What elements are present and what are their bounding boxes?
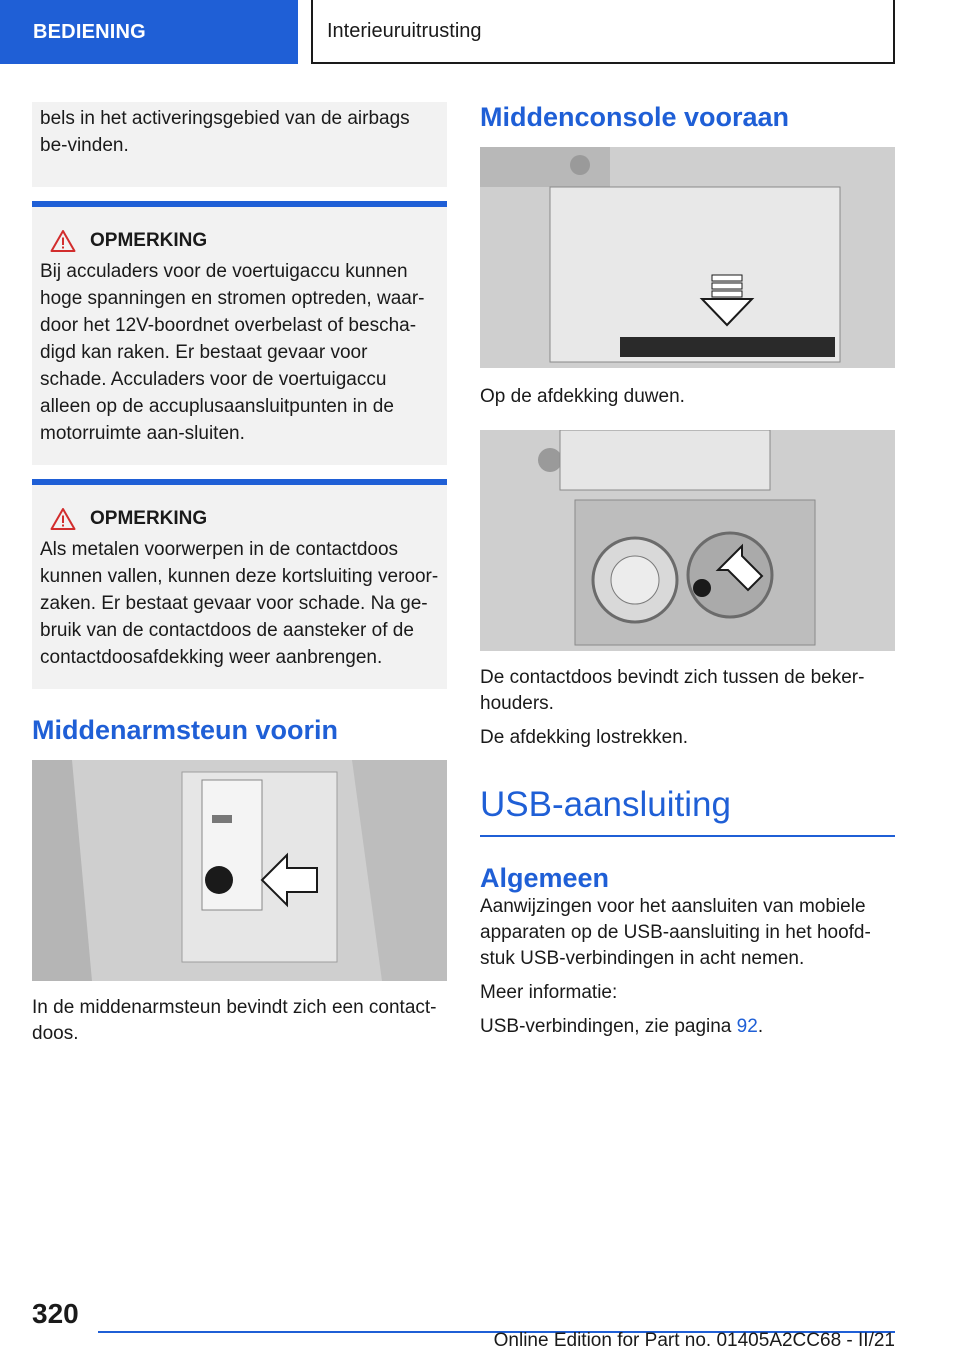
section-title-usb: USB-aansluiting <box>480 785 895 837</box>
caption-pull-cover: De afdekking lostrekken. <box>480 727 689 748</box>
header-section-tab <box>0 0 298 64</box>
footer-edition: Online Edition for Part no. 01405A2CC68 - II/21 <box>493 1330 895 1351</box>
notice-title-2 <box>40 505 439 532</box>
notice-text-2: Als metalen voorwerpen in de contactdoos kunnen vallen, kunnen deze kortsluiting veroor-zaken. Er bestaat gevaar voor schade. Na ge-bruik van de contactdoos de aansteker of de contactdoosafdekking weer aanbrengen. <box>40 539 439 668</box>
header-section-label: BEDIENING <box>33 20 146 43</box>
header-chapter-label: Interieuruitrusting <box>327 19 482 42</box>
right-column <box>480 102 895 1040</box>
subsection-title-general: Algemeen <box>480 863 610 893</box>
notice-box-1 <box>32 201 447 465</box>
console-cover-photo <box>480 147 895 368</box>
caption-socket-location: De contactdoos bevindt zich tussen de beker-houders. <box>480 667 865 714</box>
notice-title-text-2: OPMERKING <box>90 508 208 529</box>
left-column <box>32 102 447 1047</box>
usb-instructions: Aanwijzingen voor het aansluiten van mobiele apparaten op de USB-aansluiting in het hoofd-stuk USB-verbindingen in acht nemen. <box>480 896 871 969</box>
notice-box-2 <box>32 479 447 689</box>
usb-reference <box>480 1014 895 1040</box>
caption-armrest: In de middenarmsteun bevindt zich een contact-doos. <box>32 997 437 1044</box>
usb-reference-suffix: . <box>757 1016 764 1037</box>
usb-reference-text: USB-verbindingen, zie pagina <box>480 1016 737 1037</box>
more-info-label: Meer informatie: <box>480 982 618 1003</box>
console-socket-photo <box>480 430 895 651</box>
warning-triangle-icon <box>50 507 76 531</box>
section-title-console: Middenconsole vooraan <box>480 102 790 132</box>
continued-text-box <box>32 102 447 187</box>
notice-text-1: Bij acculaders voor de voertuigaccu kunnen hoge spanningen en stromen optreden, waar-door het 12V-boordnet overbelast of bescha-digd kan raken. Er bestaat gevaar voor schade. Acculaders voor de voertuigaccu alleen op de accuplusaansluitpunten in de motorruimte aan-sluiten. <box>40 261 425 444</box>
page-92-link[interactable]: 92 <box>736 1016 758 1037</box>
notice-title-text-1: OPMERKING <box>90 230 208 251</box>
notice-title-1 <box>40 227 439 254</box>
caption-push-cover: Op de afdekking duwen. <box>480 386 685 407</box>
armrest-storage-photo <box>32 760 447 981</box>
section-title-armrest: Middenarmsteun voorin <box>32 715 339 745</box>
page-number: 320 <box>32 1298 79 1329</box>
continued-text: bels in het activeringsgebied van de airbags be-vinden. <box>40 108 410 156</box>
header-chapter-tab <box>311 0 895 64</box>
warning-triangle-icon <box>50 229 76 253</box>
